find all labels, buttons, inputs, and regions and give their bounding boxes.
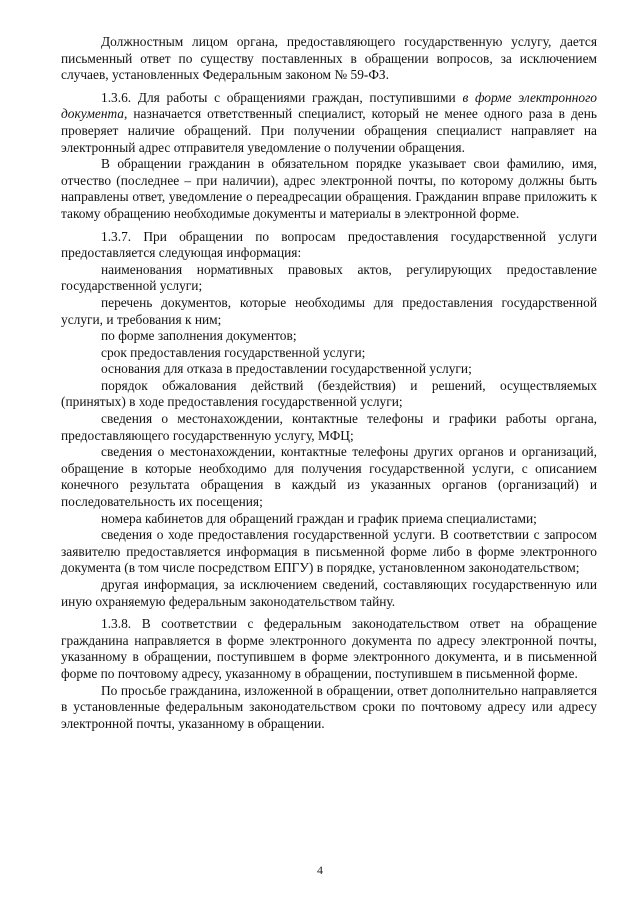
text-run: срок предоставления государственной услуги; [101, 344, 366, 360]
text-run: наименования нормативных правовых актов, регулирующих предоставление государственной услуги; [61, 261, 597, 294]
document-body [61, 34, 597, 732]
italic-text-run: в форме электронного документа [61, 89, 597, 122]
text-run: 1.3.7. При обращении по вопросам предоставления государственной услуги предоставляется следующая информация: [61, 228, 597, 261]
text-run: номера кабинетов для обращений граждан и график приема специалистами; [101, 510, 537, 526]
text-run: Должностным лицом органа, предоставляющего государственную услугу, дается письменный ответ по существу поставленных в обращении вопросов, за исключением случаев, установленных Федеральным законом № 59-ФЗ. [61, 34, 597, 83]
text-run: порядок обжалования действий (бездействия) и решений, осуществляемых (принятых) в ходе предоставления государственной услуги; [61, 377, 597, 410]
paragraph [61, 577, 597, 610]
text-run: сведения о ходе предоставления государственной услуги. В соответствии с запросом заявителю предоставляется информация в письменной форме либо в форме электронного документа (в том числе посредством ЕПГУ) в порядке, установленном законодательством; [61, 527, 597, 576]
paragraph [61, 295, 597, 328]
paragraph [61, 378, 597, 411]
page-number: 4 [317, 863, 323, 877]
paragraph [61, 156, 597, 222]
paragraph [61, 345, 597, 362]
paragraph [61, 262, 597, 295]
text-run: сведения о местонахождении, контактные телефоны других органов и организаций, обращение в которые необходимо для получения государственной услуги, с описанием конечного результата обращения в каждый из указанных органов (организаций) и последовательность их посещения; [61, 444, 597, 510]
paragraph [61, 328, 597, 345]
text-run: другая информация, за исключением сведений, составляющих государственную или иную охраняемую федеральным законодательством тайну. [61, 577, 597, 609]
paragraph [61, 444, 597, 510]
paragraph [61, 34, 597, 84]
paragraph [61, 361, 597, 378]
text-run: сведения о местонахождении, контактные телефоны и графики работы органа, предоставляющего государственную услугу, МФЦ; [61, 411, 597, 443]
text-run: По просьбе гражданина, изложенной в обращении, ответ дополнительно направляется в установленные федеральным законодательством сроки по почтовому адресу или адресу электронной почты, указанному в обращении. [61, 682, 597, 731]
text-run: В обращении гражданин в обязательном порядке указывает свои фамилию, имя, отчество (последнее – при наличии), адрес электронной почты, по которому должны быть направлены ответ, уведомление о переадресации обращения. Гражданин вправе приложить к такому обращению необходимые документы и материалы в электронной форме. [61, 156, 597, 221]
paragraph [61, 90, 597, 156]
text-run: 1.3.8. В соответствии с федеральным законодательством ответ на обращение гражданина направляется в форме электронного документа по адресу электронной почты, указанному в обращении, поступившем в форме электронного документа, и в письменной форме по почтовому адресу, указанному в обращении, поступившем в письменной форме. [61, 616, 597, 681]
text-run: 1.3.6. Для работы с обращениями граждан, поступившими [101, 89, 463, 105]
paragraph [61, 683, 597, 733]
paragraph [61, 411, 597, 444]
paragraph [61, 527, 597, 577]
paragraph [61, 511, 597, 528]
text-run: основания для отказа в предоставлении государственной услуги; [101, 361, 472, 377]
text-run: перечень документов, которые необходимы для предоставления государственной услуги, и требования к ним; [61, 294, 597, 327]
paragraph [61, 229, 597, 262]
text-run: по форме заполнения документов; [101, 328, 297, 344]
paragraph [61, 616, 597, 682]
text-run: , назначается ответственный специалист, который не менее одного раза в день проверяет наличие обращений. При получении обращения специалист направляет на электронный адрес отправителя уведомление о получении обращения. [61, 106, 597, 155]
